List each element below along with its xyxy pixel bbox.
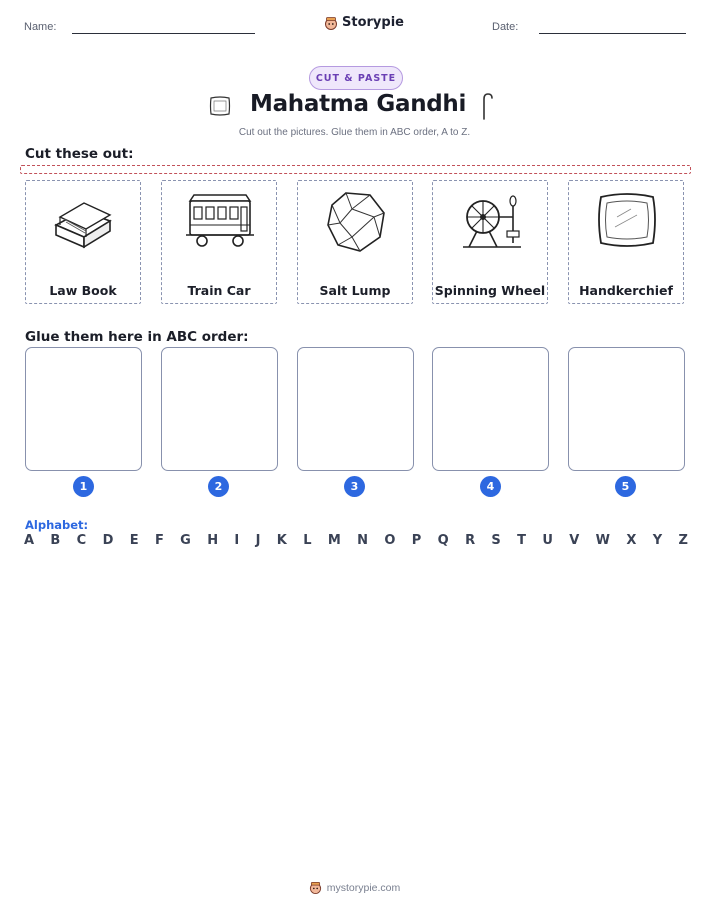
glue-section-heading: Glue them here in ABC order: — [25, 329, 249, 345]
cut-card-label: Handkerchief — [579, 283, 673, 298]
slot-number-badge: 1 — [73, 476, 94, 497]
slot-number-badge: 5 — [615, 476, 636, 497]
name-label: Name: — [24, 21, 57, 33]
alphabet-letter: V — [569, 533, 580, 548]
name-line[interactable] — [72, 33, 255, 34]
cut-paste-badge: CUT & PASTE — [309, 66, 403, 90]
cut-card-label: Salt Lump — [319, 283, 391, 298]
page-title: Mahatma Gandhi — [250, 91, 467, 117]
alphabet-letter: L — [303, 533, 312, 548]
cut-section-heading: Cut these out: — [25, 146, 134, 162]
slot-number-badge: 4 — [480, 476, 501, 497]
alphabet-letter: R — [465, 533, 476, 548]
alphabet-letter: Z — [678, 533, 688, 548]
alphabet-letter: J — [255, 533, 261, 548]
alphabet-letter: C — [76, 533, 87, 548]
alphabet-label: Alphabet: — [25, 518, 89, 532]
footer — [0, 881, 709, 894]
alphabet-letter: K — [276, 533, 287, 548]
instructions: Cut out the pictures. Glue them in ABC order, A to Z. — [238, 127, 471, 138]
alphabet-letter: N — [357, 533, 369, 548]
slot-number-badge: 2 — [208, 476, 229, 497]
handkerchief-icon — [587, 187, 667, 257]
alphabet-letter: X — [626, 533, 637, 548]
alphabet-letter: S — [491, 533, 501, 548]
date-line[interactable] — [539, 33, 686, 34]
alphabet-letter: T — [517, 533, 527, 548]
alphabet-letter: H — [207, 533, 219, 548]
alphabet-letter: Q — [437, 533, 449, 548]
alphabet-row — [24, 533, 688, 548]
storypie-mascot-icon — [324, 16, 338, 30]
cut-card-label: Law Book — [49, 283, 117, 298]
cut-card-label: Train Car — [187, 283, 251, 298]
alphabet-letter: A — [24, 533, 35, 548]
cut-card-handkerchief[interactable] — [568, 180, 684, 304]
train-car-icon — [180, 187, 260, 257]
alphabet-letter: Y — [652, 533, 663, 548]
salt-lump-icon — [316, 187, 396, 257]
footer-site[interactable]: mystorypie.com — [326, 881, 401, 894]
cut-card-train-car[interactable] — [161, 180, 277, 304]
glue-box-2[interactable] — [161, 347, 278, 471]
alphabet-letter: I — [234, 533, 240, 548]
glue-box-5[interactable] — [568, 347, 685, 471]
glue-box-4[interactable] — [432, 347, 549, 471]
book-icon — [44, 187, 124, 257]
cut-guide-line — [20, 165, 691, 174]
alphabet-letter: D — [102, 533, 114, 548]
alphabet-letter: U — [542, 533, 553, 548]
alphabet-letter: G — [180, 533, 191, 548]
handkerchief-icon — [208, 95, 232, 117]
alphabet-letter: M — [327, 533, 341, 548]
cut-card-spinning-wheel[interactable] — [432, 180, 548, 304]
date-label: Date: — [492, 21, 519, 33]
slot-number-badge: 3 — [344, 476, 365, 497]
alphabet-letter: B — [50, 533, 61, 548]
alphabet-letter: F — [154, 533, 164, 548]
alphabet-letter: W — [595, 533, 611, 548]
brand-name: Storypie — [342, 15, 404, 30]
spinning-wheel-icon — [451, 187, 531, 257]
glue-box-1[interactable] — [25, 347, 142, 471]
cut-card-label: Spinning Wheel — [434, 283, 546, 298]
alphabet-letter: O — [384, 533, 396, 548]
alphabet-letter: P — [411, 533, 422, 548]
walking-stick-icon — [478, 92, 494, 120]
alphabet-letter: E — [129, 533, 139, 548]
cut-card-salt-lump[interactable] — [297, 180, 413, 304]
cut-card-law-book[interactable] — [25, 180, 141, 304]
storypie-mascot-icon — [309, 881, 322, 894]
brand-logo — [324, 15, 404, 30]
glue-box-3[interactable] — [297, 347, 414, 471]
